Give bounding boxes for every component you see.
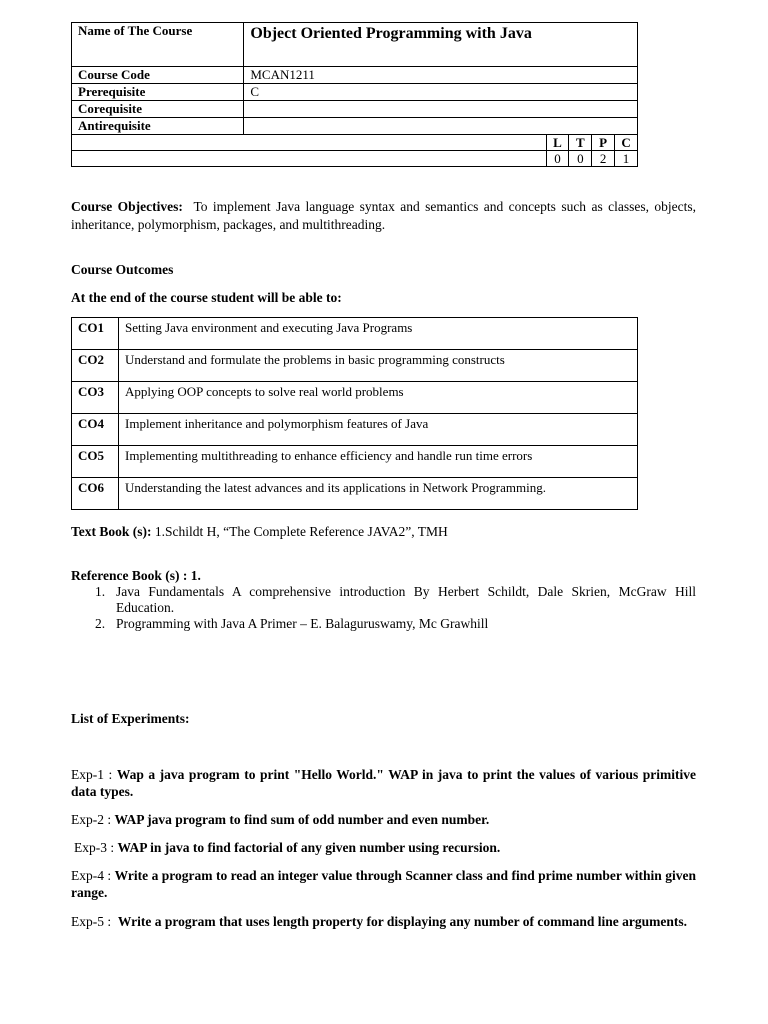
experiment-text: WAP java program to find sum of odd number and even number. (114, 812, 490, 827)
co-code: CO4 (72, 414, 119, 446)
textbook-label: Text Book (s): (71, 524, 152, 539)
ltpc-value-p: 2 (592, 151, 615, 167)
table-row (72, 446, 638, 478)
corequisite-label: Corequisite (72, 101, 244, 118)
reference-list (95, 584, 696, 632)
ltpc-value-t: 0 (569, 151, 592, 167)
reference-heading (71, 567, 696, 585)
corequisite-value (244, 101, 638, 118)
table-row (72, 318, 638, 350)
experiment-text: Write a program to read an integer value through Scanner class and find prime number within given range. (71, 868, 696, 900)
table-row (72, 414, 638, 446)
ltpc-value-c: 1 (615, 151, 638, 167)
experiments-heading: List of Experiments: (71, 711, 190, 726)
ltpc-header-l: L (546, 135, 569, 151)
experiment-label: Exp-5 : (71, 914, 112, 929)
list-item (74, 839, 699, 856)
co-text: Understanding the latest advances and its applications in Network Programming. (119, 478, 638, 510)
textbook-text: 1.Schildt H, “The Complete Reference JAVA2”, TMH (154, 524, 448, 539)
reference-number: 1. (95, 584, 106, 599)
reference-number: 2. (95, 616, 106, 631)
reference-label-suffix: 1. (190, 568, 201, 583)
experiment-text: Write a program that uses length property for displaying any number of command line arguments. (117, 914, 688, 929)
course-name-value: Object Oriented Programming with Java (244, 23, 638, 67)
course-objectives (71, 198, 696, 234)
outcomes-subheading: At the end of the course student will be able to: (71, 290, 342, 305)
co-text: Understand and formulate the problems in basic programming constructs (119, 350, 638, 382)
list-item (71, 913, 696, 930)
co-code: CO3 (72, 382, 119, 414)
experiment-label: Exp-4 : (71, 868, 112, 883)
list-item (71, 867, 696, 901)
list-item (71, 811, 696, 828)
prerequisite-value: C (244, 84, 638, 101)
list-item (95, 584, 696, 616)
course-code-label: Course Code (72, 67, 244, 84)
ltpc-value-l: 0 (546, 151, 569, 167)
table-row (72, 350, 638, 382)
text-book (71, 523, 696, 541)
antirequisite-value (244, 118, 638, 135)
co-code: CO1 (72, 318, 119, 350)
objectives-label: Course Objectives: (71, 199, 183, 214)
co-code: CO2 (72, 350, 119, 382)
ltpc-header-p: P (592, 135, 615, 151)
co-text: Implement inheritance and polymorphism features of Java (119, 414, 638, 446)
ltpc-spacer (72, 151, 547, 167)
antirequisite-label: Antirequisite (72, 118, 244, 135)
course-name-label: Name of The Course (72, 23, 244, 67)
course-outcomes-table (71, 317, 638, 510)
objectives-text: To implement Java language syntax and semantics and concepts such as classes, objects, inheritance, polymorphism, packages, and multithreading. (71, 199, 697, 232)
list-item (71, 766, 696, 800)
prerequisite-label: Prerequisite (72, 84, 244, 101)
ltpc-header-t: T (569, 135, 592, 151)
list-item (95, 616, 696, 632)
reference-text: Java Fundamentals A comprehensive introduction By Herbert Schildt, Dale Skrien, McGraw Hill Education. (116, 584, 696, 615)
experiment-text: WAP in java to find factorial of any given number using recursion. (117, 840, 501, 855)
outcomes-heading: Course Outcomes (71, 262, 174, 277)
table-row (72, 478, 638, 510)
co-text: Applying OOP concepts to solve real world problems (119, 382, 638, 414)
experiment-label: Exp-2 : (71, 812, 112, 827)
ltpc-header-c: C (615, 135, 638, 151)
co-code: CO5 (72, 446, 119, 478)
experiment-label: Exp-3 : (74, 840, 115, 855)
co-text: Setting Java environment and executing Java Programs (119, 318, 638, 350)
course-code-value: MCAN1211 (244, 67, 638, 84)
experiment-label: Exp-1 : (71, 767, 113, 782)
co-code: CO6 (72, 478, 119, 510)
ltpc-spacer (72, 135, 547, 151)
co-text: Implementing multithreading to enhance efficiency and handle run time errors (119, 446, 638, 478)
reference-text: Programming with Java A Primer – E. Balaguruswamy, Mc Grawhill (116, 616, 489, 631)
table-row (72, 382, 638, 414)
reference-label: Reference Book (s) : (71, 568, 188, 583)
experiment-text: Wap a java program to print "Hello World." WAP in java to print the values of various primitive data types. (71, 767, 697, 799)
course-info-table (71, 22, 638, 167)
